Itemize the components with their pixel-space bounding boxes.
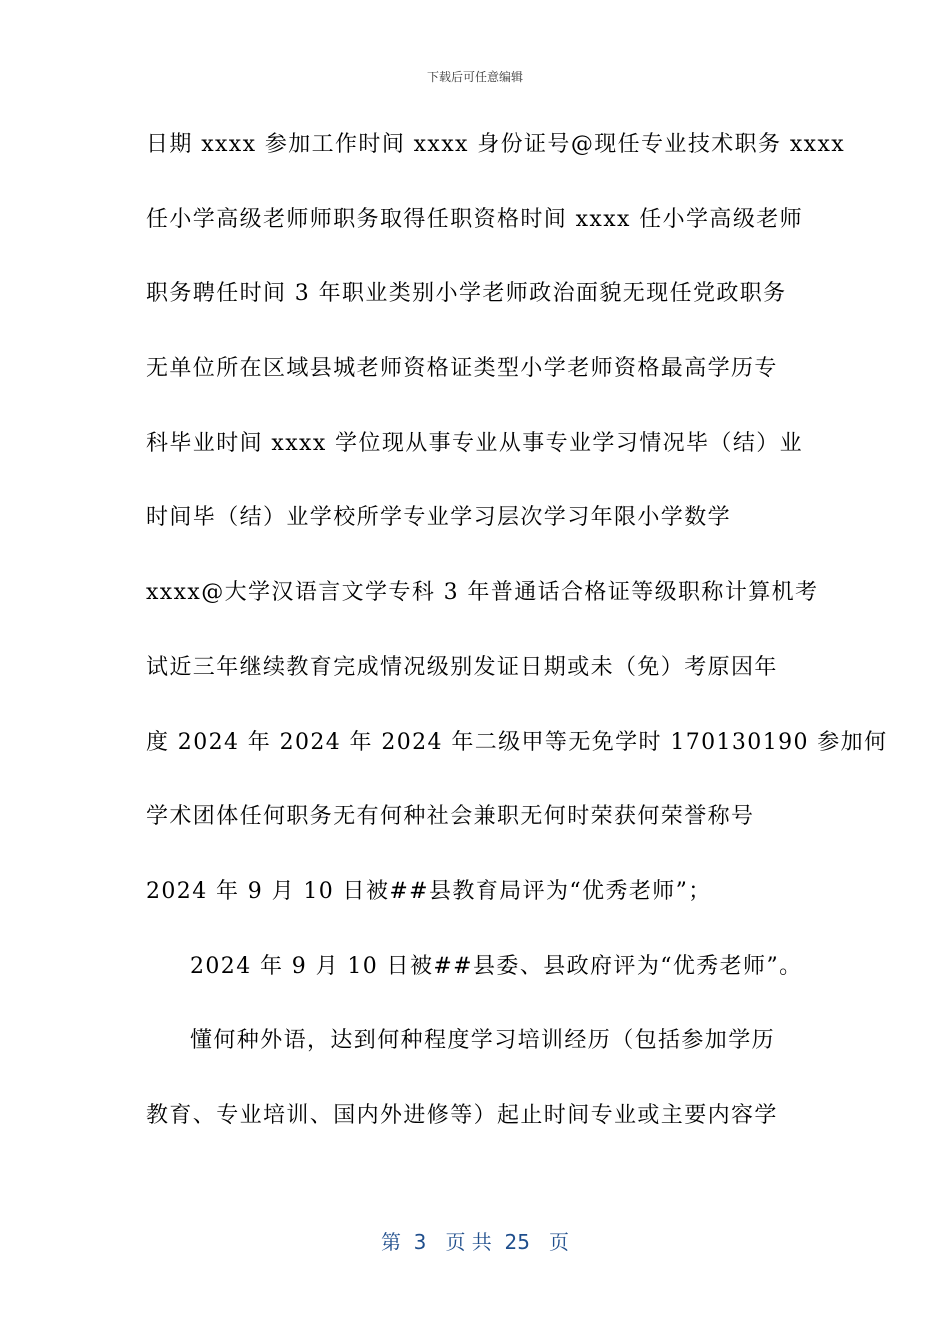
header-note: 下载后可任意编辑 — [426, 70, 523, 84]
body-line-12: 2024 年 9 月 10 日被##县委、县政府评为“优秀老师”。 — [190, 953, 803, 979]
document-body — [146, 128, 888, 1174]
body-line-7: xxxx@大学汉语言文学专科 3 年普通话合格证等级职称计算机考 — [146, 580, 819, 606]
body-line-13: 懂何种外语，达到何种程度学习培训经历（包括参加学历 — [190, 1028, 776, 1054]
body-line-8: 试近三年继续教育完成情况级别发证日期或未（免）考原因年 — [146, 654, 778, 680]
body-line-9: 度 2024 年 2024 年 2024 年二级甲等无免学时 170130190 参加何 — [146, 729, 888, 755]
body-line-2: 任小学高级老师师职务取得任职资格时间 xxxx 任小学高级老师 — [146, 206, 804, 232]
body-line-11: 2024 年 9 月 10 日被##县教育局评为“优秀老师”； — [146, 878, 712, 904]
body-line-3: 职务聘任时间 3 年职业类别小学老师政治面貌无现任党政职务 — [146, 281, 787, 307]
body-line-1: 日期 xxxx 参加工作时间 xxxx 身份证号@现任专业技术职务 xxxx — [146, 132, 846, 157]
body-line-6: 时间毕（结）业学校所学专业学习层次学习年限小学数学 — [146, 505, 732, 531]
body-line-5: 科毕业时间 xxxx 学位现从事专业从事专业学习情况毕（结）业 — [146, 430, 804, 456]
body-line-10: 学术团体任何职务无有何种社会兼职无何时荣获何荣誉称号 — [146, 804, 755, 830]
body-line-14: 教育、专业培训、国内外进修等）起止时间专业或主要内容学 — [146, 1102, 778, 1128]
page-number: 第 3 页 共 25 页 — [380, 1230, 570, 1254]
body-line-4: 无单位所在区域县城老师资格证类型小学老师资格最高学历专 — [146, 356, 778, 382]
